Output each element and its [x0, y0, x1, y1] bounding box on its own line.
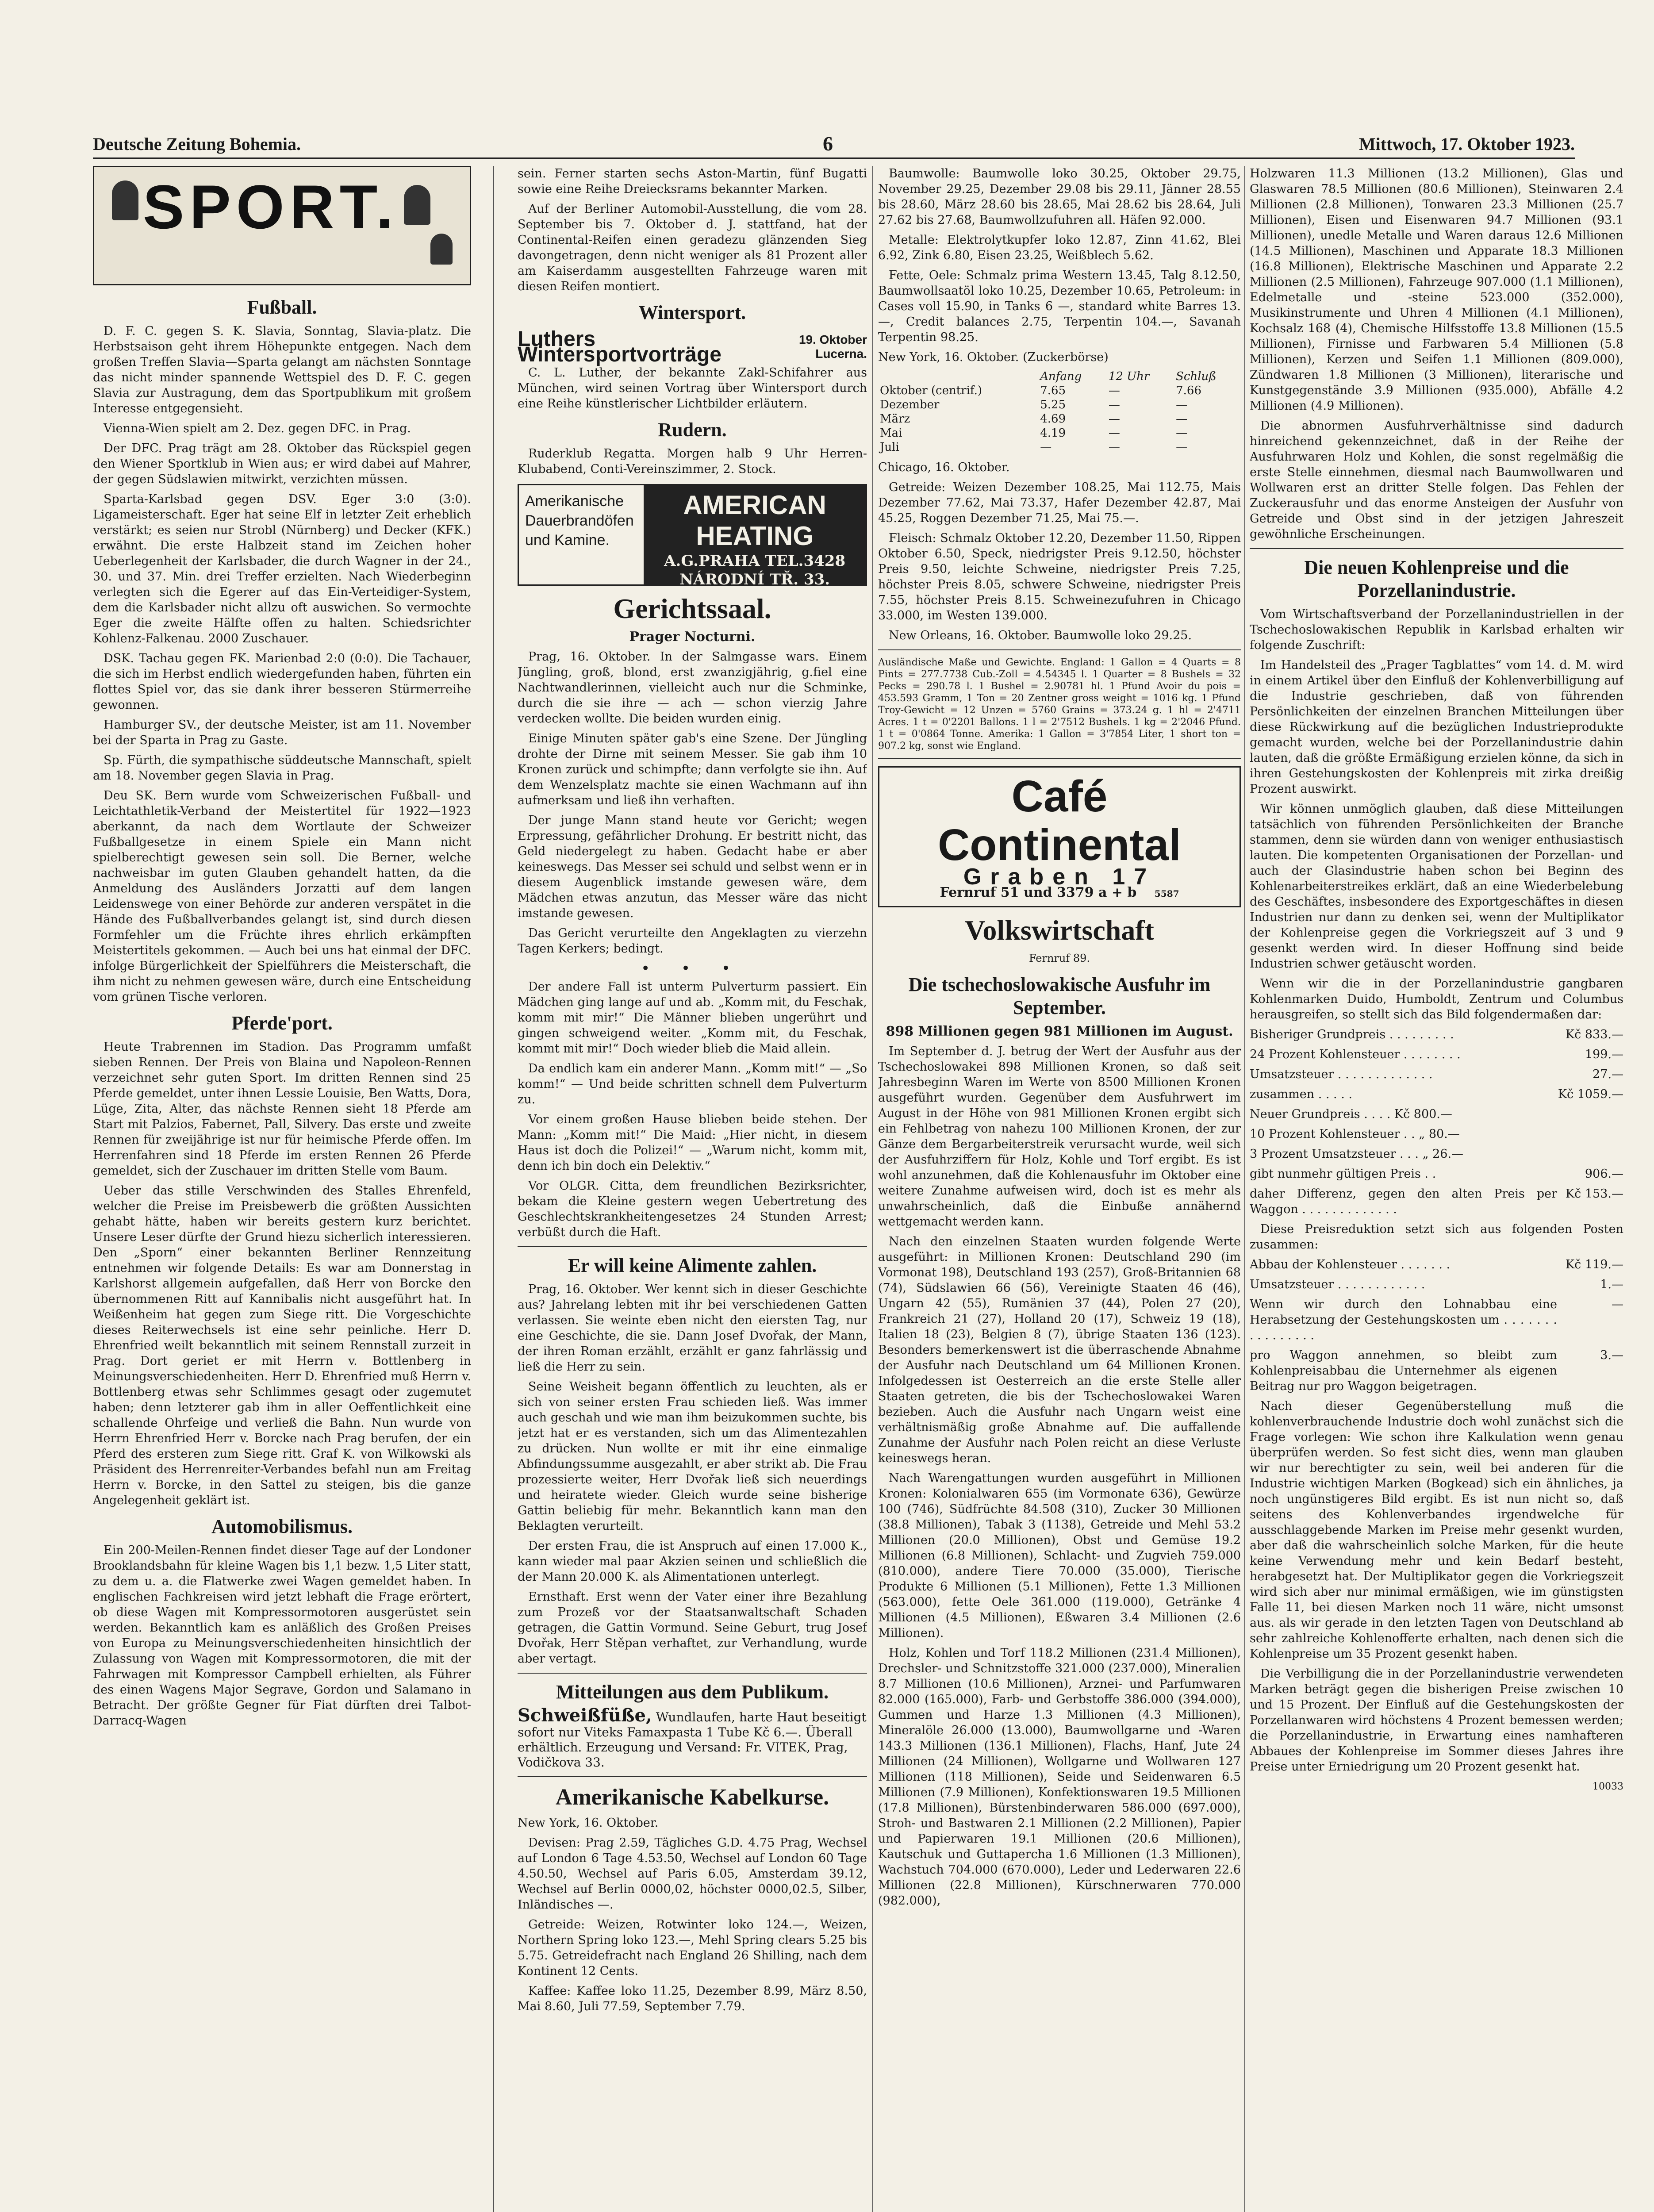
article-paragraph: Vor einem großen Hause blieben beide stehen. Der Mann: „Komm mit!“ Die Maid: „Hier nicht, in diesem Haus ist doch die Polizei!“ — „Warum nicht, komm mit, denn ich bin doch ein Delektiv.“: [518, 1113, 867, 1173]
divider: [518, 1673, 867, 1674]
article-paragraph: Deu SK. Bern wurde vom Schweizerischen Fußball- und Leichtathletik-Verband der Meistertitel für 1922—1923 aberkannt, da nach dem Wortlaute der Schweizer Fußballgesetze in einem Spiele ein Mann nicht spielberechtigt gewesen sein soll. Die Berner, welche nachweisbar im guten Glauben gehandelt hatten, da die Anmeldung des Ausländers Jorzatti auf dem langen Leidenswege von einer Behörde zur anderen verspätet in die Hände des Fußballverbandes gelangt ist, sind durch diesen Formfehler um die Früchte ihres ehrlich erkämpften Meistertitels gekommen. — Auch bei uns hat einmal der DFC. infolge Bürgerlichkeit der Spielführers die Meisterschaft, die ihm nicht zu nehmen gewesen wäre, durch eine Entscheidung vom grünen Tische verloren.: [93, 789, 471, 1004]
article-paragraph: Sparta-Karlsbad gegen DSV. Eger 3:0 (3:0). Ligameisterschaft. Eger hat seine Elf in letzter Zeit erheblich verstärkt; es seien nur Strobl (Nürnberg) und Decker (KFK.) erwähnt. Die erste Halbzeit stand im Zeichen hoher Ueberlegenheit der Karlsbader, die durch Wagner in der 24., 30. und 37. Min. drei Treffer erzielten. Nach Wiederbeginn verlegten sich die Egerer auf das Ein-Verteidiger-System, dem die Karlsbader nicht allzu oft auswichen. So vermochte Eger die zweite Hälfte offen zu halten. Schiedsrichter Kohlenz-Falkenau. 2000 Zuschauer.: [93, 492, 471, 645]
article-paragraph: Prag, 16. Oktober. In der Salmgasse wars. Einem Jüngling, groß, blond, erst zwanzigjährig, g.fiel eine Nachtwandlerinnen, vielleicht auch nur die Schminke, durch die sie ihre — ach — schon vierzig Jahre verdecken wollte. Die beiden wurden einig.: [518, 650, 867, 726]
article-paragraph: Das Gericht verurteilte den Angeklagten zu vierzehn Tagen Kerkers; bedingt.: [518, 926, 867, 956]
table-header: 12 Uhr: [1108, 370, 1150, 383]
divider: [518, 1776, 867, 1777]
article-paragraph: Getreide: Weizen, Rotwinter loko 124.—, Weizen, Northern Spring loko 123.—, Mehl Spring clears 5.25 bis 5.75. Getreidefracht nach England 26 Shilling, nach dem Kontinent 12 Cents.: [518, 1918, 867, 1978]
newspaper-name: Deutsche Zeitung Bohemia.: [93, 134, 301, 154]
table-cell: —: [1108, 441, 1120, 454]
price-row: [1250, 1126, 1623, 1142]
table-row: [878, 384, 1241, 398]
article-paragraph: New York, 16. Oktober.: [518, 1816, 659, 1830]
table-cell: 7.66: [1176, 384, 1201, 397]
table-row: [878, 398, 1241, 412]
measures-conversion-note: Ausländische Maße und Gewichte. England: 1 Gallon = 4 Quarts = 8 Pints = 277.7738 Cub.-Zoll = 4.54345 l. 1 Quarter = 8 Bushels = 32 Pecks = 290.78 l. 1 Bushel = 2.90781 hl. 1 Pfund Avoir du pois = 453.593 Gramm, 1 Ton = 20 Zentner gross weight = 1016 kg. 1 Pfund Troy-Gewicht = 12 Unzen = 5760 Grains = 373.24 g. 1 hl = 2'4711 Acres. 1 t = 0'2201 Ballons. 1 l = 2'7512 Bushels. 1 kg = 2'2046 Pfund. 1 t = 0'0864 Tonne. Amerika: 1 Gallon = 3'7854 Liter, 1 short ton = 907.2 kg, sonst wie England.: [878, 657, 1241, 752]
athlete-figure-icon: [112, 180, 138, 220]
article-paragraph: Da endlich kam ein anderer Mann. „Komm mit!“ — „So komm!“ — Und beide schritten schnell dem Pulverturm zu.: [518, 1062, 867, 1106]
price-row: [1250, 1067, 1623, 1082]
price-value: [1557, 1126, 1623, 1142]
price-value: Kč 1059.—: [1558, 1087, 1623, 1101]
table-row: [878, 426, 1241, 440]
price-row: [1250, 1047, 1623, 1062]
table-cell: —: [1176, 412, 1188, 426]
divider: [1250, 548, 1623, 549]
table-cell: —: [1108, 412, 1120, 426]
price-value: Kč 833.—: [1566, 1028, 1623, 1041]
table-cell: 7.65: [1040, 384, 1066, 397]
table-cell: Mai: [880, 426, 902, 440]
article-paragraph: Der junge Mann stand heute vor Gericht; wegen Erpressung, gefährlicher Drohung. Er bestritt nicht, das Geld niedergelegt zu haben. Gedacht habe er aber keineswegs. Das Messer sei schuld und selbst wenn er in diesem Augenblick imstande gewesen wäre, dem Mädchen etwas anzutun, das Messer wäre das nicht imstande gewesen.: [518, 814, 867, 920]
section-heading-mitteilungen: Mitteilungen aus dem Publikum.: [556, 1681, 829, 1703]
price-label: Bisheriger Grundpreis . . . . . . . . .: [1250, 1028, 1454, 1041]
price-value: 1.—: [1600, 1278, 1623, 1291]
price-row: [1250, 1106, 1623, 1122]
article-code: 10033: [1593, 1781, 1623, 1792]
cafe-ad-phone: Fernruf 51 und 3379 a + b: [940, 885, 1137, 900]
article-paragraph: Ein 200-Meilen-Rennen findet dieser Tage auf der Londoner Brooklandsbahn für kleine Wagen bis 1,1 bezw. 1,5 Liter statt, zu dem u. a. die Flatwerke zwei Wagen gemeldet haben. In englischen Fachkreisen wird jetzt lebhaft die Frage erörtert, ob diese Wagen mit Kompressormotoren ausgerüstet sein werden. Bekanntlich kam es anläßlich des Großen Preises von Europa zu Meinungsverschiedenheiten hinsichtlich der Zulassung von Wagen mit Kompressormotoren, die mit der Fahrwagen mit Kompressor Campbell erhielten, als Führer des einen Wagens Major Segrave, Gordon und Salamano in Betracht. Der größte Gegner für Fiat dürften drei Talbot-Darracq-Wagen: [93, 1544, 471, 1728]
article-headline: Die neuen Kohlenpreise und die Porzellanindustrie.: [1304, 557, 1569, 601]
price-reduction-list: [1250, 1257, 1623, 1394]
article-paragraph: Devisen: Prag 2.59, Tägliches G.D. 4.75 Prag, Wechsel auf London 6 Tage 4.53.50, Wechsel auf London 60 Tage 4.50.50, Wechsel auf Paris 6.05, Amsterdam 39.12, Wechsel auf Berlin 0000,02, höchster 0000,02.5, Silber, Inländisches —.: [518, 1836, 867, 1912]
price-value: 27.—: [1593, 1068, 1623, 1081]
article-paragraph: Hamburger SV., der deutsche Meister, ist am 11. November bei der Sparta in Prag zu Gaste.: [93, 718, 471, 747]
schweissfuesse-ad-text: Wundlaufen, harte Haut beseitigt sofort nur Viteks Famaxpasta 1 Tube Kč 6.—. Überall erhältlich. Erzeugung und Versand: Fr. VITEK, Prag, Vodičkova 33.: [518, 1710, 867, 1770]
article-paragraph: Getreide: Weizen Dezember 108.25, Mai 112.75, Mais Dezember 77.62, Mai 73.37, Hafer Dezember 42.87, Mai 45.25, Roggen Dezember 71.25, Mai 75.—.: [878, 480, 1241, 525]
american-heating-ad: [518, 484, 867, 586]
price-value: Kč 153.—: [1566, 1187, 1623, 1201]
article-paragraph: DSK. Tachau gegen FK. Marienbad 2:0 (0:0). Die Tachauer, die sich im Herbst endlich wiedergefunden haben, führten ein flottes Spiel vor, das sie dank ihrer besseren Stürmerreihe gewonnen.: [93, 652, 471, 712]
article-paragraph: Nach Warengattungen wurden ausgeführt in Millionen Kronen: Kolonialwaren 655 (im Vormonate 636), Gewürze 100 (746), Südfrüchte 84.508 (310), Zucker 30 Millionen (38.8 Millionen), Tabak 3 (1138), Getreide und Mehl 53.2 Millionen (20.0 Millionen), Obst und Gemüse 19.2 Millionen (6.8 Millionen), Schlacht- und Zugvieh 759.000 (810.000), andere Tiere 70.000 (35.000), Tierische Produkte 6 Millionen (5.1 Millionen), Fette 1.3 Millionen (563.000), fette Oele 361.000 (119.000), Getränke 4 Millionen (4.5 Millionen), Eßwaren 3.4 Millionen (2.6 Millionen).: [878, 1471, 1241, 1640]
luther-lecture-ad: [518, 329, 867, 365]
article-paragraph: Im Handelsteil des „Prager Tagblattes“ vom 14. d. M. wird in einem Artikel über den Einfluß der Kohlenverbilligung auf die Industrie geschrieben, daß von führenden Persönlichkeiten der einzelnen Branchen Mitteilungen über diese Rückwirkung auf die bezüglichen Industrieprodukte gemacht wurden, welche bei der Porzellanindustrie dahin lauten, daß die größte Ermäßigung erzielen könne, da sich in ihren Gestehungskosten der Kohlenpreis mit zirka dreißig Prozent auswirkt.: [1250, 658, 1623, 796]
column-divider: [872, 166, 873, 2212]
cafe-ad-street: Graben 17: [963, 864, 1156, 890]
table-header: Anfang: [1040, 370, 1082, 383]
article-headline: Er will keine Alimente zahlen.: [568, 1255, 817, 1276]
price-row: [1250, 1166, 1623, 1182]
american-heating-ad-address: A.G.PRAHA TEL.3428 NÁRODNÍ TŘ. 33.: [664, 552, 846, 588]
article-paragraph: Ernsthaft. Erst wenn der Vater einer ihre Bezahlung zum Prozeß vor der Staatsanwaltschaft Schaden getragen, die Gattin Vormund. Seine Geburt, trug Josef Dvořak, Herr Stěpan verhaftet, zur Verhandlung, wurde aber vertagt.: [518, 1590, 867, 1666]
price-label: 10 Prozent Kohlensteuer . . „ 80.—: [1250, 1127, 1460, 1141]
price-row: [1250, 1297, 1623, 1343]
page-number: 6: [823, 132, 833, 155]
section-subheading: Fernruf 89.: [1028, 952, 1090, 964]
price-label: Umsatzsteuer . . . . . . . . . . . . .: [1250, 1068, 1433, 1081]
sugar-exchange-title: New York, 16. Oktober. (Zuckerbörse): [878, 350, 1109, 364]
article-paragraph: Vom Wirtschaftsverband der Porzellanindustriellen in der Tschechoslowakischen Republik in Karlsbad erhalten wir folgende Zuschrift:: [1250, 607, 1623, 652]
article-headline: Die tschechoslowakische Ausfuhr im September.: [908, 974, 1211, 1018]
athlete-figure-icon: [430, 234, 453, 265]
price-label: Neuer Grundpreis . . . . Kč 800.—: [1250, 1107, 1452, 1121]
column-2: [518, 166, 867, 2212]
price-value: [1557, 1146, 1623, 1162]
section-heading-automobilismus: Automobilismus.: [211, 1516, 353, 1537]
article-paragraph: Ueber das stille Verschwinden des Stalles Ehrenfeld, welcher die Preise im Preisbewerb die größten Aussichten gehabt hätte, haben wir bereits gestern kurz berichtet. Unsere Leser dürfte der Grund hiezu sicherlich interessieren. Den „Sporn“ einer bekannten Berliner Rennzeitung entnehmen wir folgende Details: Es war am Donnerstag in Karlshorst allgemein aufgefallen, daß Herr von Borcke den übernommenen Ritt auf Kannibalis nicht ausgeführt hat. In Weißenheim hat gegen zum Siege ritt. Die Vorgeschichte dieses Reiterwechsels ist eine sehr peinliche. Herr D. Ehrenfried weilt bekanntlich mit seinem Rennstall zurzeit in Prag. Dort geriet er mit Herrn v. Bottlenberg in Meinungsverschiedenheiten. Herr D. Ehrenfried muß Herrn v. Bottlenberg etwas sehr Schlimmes gesagt oder zugemutet haben; denn letzterer gab ihm in aller Oeffentlichkeit eine schallende Ohrfeige und verließ die Bahn. Nun wurde von Herrn Ehrenfried Herr v. Borcke nach Prag berufen, der ein Pferd des ersteren zum Siege ritt. Graf K. von Wilkowski als Präsident des Herrenreiter-Verbandes befahl nun am Freitag Herrn v. Borcke, in den Sattel zu steigen, bis die ganze Angelegenheit geklärt ist.: [93, 1184, 471, 1507]
column-4: [1250, 166, 1623, 2212]
price-label: Abbau der Kohlensteuer . . . . . . .: [1250, 1258, 1451, 1271]
luther-ad-name: Luthers Wintersportvorträge: [518, 327, 721, 366]
article-paragraph: Heute Trabrennen im Stadion. Das Programm umfaßt sieben Rennen. Der Preis von Blaina und Napoleon-Rennen verzeichnet sehr guten Sport. Im dritten Rennen sind 25 Pferde gemeldet, unter ihnen Lessie Louisie, Ben Watts, Dora, Lüge, Zita, Alter, das nächste Rennen sieht 18 Pferde am Start mit Palzios, Fabernet, Pall, Silvery. Das erste und zweite Rennen für zweijährige ist nur für heimische Pferde offen. Im Herrenfahren sind 18 Pferde im ersten Rennen 26 Pferde gemeldet, sich der Zuschauer im dritten Stelle vom Baum.: [93, 1040, 471, 1178]
table-cell: —: [1176, 426, 1188, 440]
table-cell: —: [1108, 384, 1120, 397]
article-paragraph: Holzwaren 11.3 Millionen (13.2 Millionen), Glas und Glaswaren 78.5 Millionen (80.6 Millionen), Steinwaren 2.4 Millionen (2.8 Millionen), Tonwaren 23.3 Millionen (25.7 Millionen), Eisen und Eisenwaren 94.7 Millionen (93.1 Millionen), unedle Metalle und Waren daraus 12.6 Millionen (14.5 Millionen), Maschinen und Apparate 18.3 Millionen (16.8 Millionen), Elektrische Maschinen und Apparate 2.2 Millionen (2.5 Millionen), Fahrzeuge 907.000 (1.1 Millionen), Edelmetalle und -steine 523.000 (352.000), Musikinstrumente und Uhren 4 Millionen (4.1 Millionen), Kochsalz 168 (4), Chemische Hilfsstoffe 13.8 Millionen (15.5 Millionen), Firnisse und Farbwaren 5.4 Millionen (5.8 Millionen), Kerzen und Seifen 1.1 Millionen (809.000), Zündwaren 1.8 Millionen (3 Millionen), literarische und Kunstgegenstände 3.9 Millionen (935.000), Abfälle 4.2 Millionen (4.9 Millionen).: [1250, 167, 1623, 413]
article-paragraph: Metalle: Elektrolytkupfer loko 12.87, Zinn 41.62, Blei 6.92, Zink 6.80, Eisen 23.25, Weißblech 5.62.: [878, 233, 1241, 262]
divider: [878, 758, 1241, 759]
article-paragraph: Chicago, 16. Oktober.: [878, 461, 1010, 474]
table-cell: Juli: [880, 441, 899, 454]
sugar-price-table: [878, 369, 1241, 454]
price-value: 3.—: [1600, 1348, 1623, 1362]
divider: [518, 1246, 867, 1247]
article-paragraph: D. F. C. gegen S. K. Slavia, Sonntag, Slavia-platz. Die Herbstsaison geht ihrem Höhepunkte entgegen. Nach dem großen Treffen Slavia—Sparta gelangt am nächsten Sonntage das nicht minder spannende Wettspiel des D. F. C. gegen Slavia zur Austragung, dem das Sportpublikum mit großem Interesse entgegensieht.: [93, 324, 471, 415]
article-paragraph: New Orleans, 16. Oktober. Baumwolle loko 29.25.: [889, 629, 1192, 642]
table-cell: 4.69: [1040, 412, 1066, 426]
article-paragraph: Der andere Fall ist unterm Pulverturm passiert. Ein Mädchen ging lange auf und ab. „Komm mit, du Feschak, komm mit mir!“ Die Männer blieben ungerührt und gingen schweigend weiter. „Komm mit, du Feschak, kommt mit mir!“ Doch wieder blieb die Maid allein.: [518, 980, 867, 1056]
table-cell: —: [1176, 398, 1188, 411]
article-paragraph: C. L. Luther, der bekannte Zakl-Schifahrer aus München, wird seinen Vortrag über Wintersport durch eine Reihe künstlerischer Lichtbilder erläutern.: [518, 366, 867, 411]
column-divider: [493, 166, 494, 2212]
table-cell: —: [1176, 441, 1188, 454]
table-cell: Oktober (centrif.): [880, 384, 982, 397]
article-paragraph: Prag, 16. Oktober. Wer kennt sich in dieser Geschichte aus? Jahrelang lebten mit ihr bei verschiedenen Gatten verlassen. Sie weinte eben nicht den eiersten Tag, nur eine Geschichte, die sie. Dann Josef Dvořak, der Mann, der ihren Roman erzählt, erzählt er ganz fahrlässig und ließ die Herr zu sein.: [518, 1283, 867, 1374]
schweissfuesse-ad: [518, 1705, 867, 1770]
price-row: [1250, 1348, 1623, 1394]
table-header: Schluß: [1176, 370, 1217, 383]
article-paragraph: Im September d. J. betrug der Wert der Ausfuhr aus der Tschechoslowakei 898 Millionen Kronen, so daß seit Jahresbeginn Waren im Werte von 8500 Millionen Kronen ausgeführt wurden. Gegenüber dem Ausfuhrwert im August in der Höhe von 981 Millionen Kronen ergibt sich ein Fehlbetrag von nahezu 100 Millionen Kronen, der zur Gänze dem Bergarbeiterstreik verursacht wurde, weil sich der Ausfuhrziffern für Holz, Kohle und Torf ergibt. Es ist wohl anzunehmen, daß die Kohlenausfuhr im Oktober eine weitere Zunahme aufweisen wird, doch ist es mehr als unwahrscheinlich, daß die Einbuße annähernd wettgemacht werden kann.: [878, 1045, 1241, 1229]
article-paragraph: Die Verbilligung die in der Porzellanindustrie verwendeten Marken beträgt gegen die bisherigen Preise zwischen 10 und 15 Prozent. Der Einfluß auf die Gestehungskosten der Porzellanwaren wird höchstens 4 Prozent bemessen werden; die Porzellanindustrie, in Erwartung eines namhafteren Abbaues der Kohlenpreise im Sommer dieses Jahres ihre Preise unter Erniedrigung um 20 Prozent gesenkt hat.: [1250, 1667, 1623, 1774]
price-row: [1250, 1186, 1623, 1217]
price-label: 3 Prozent Umsatzsteuer . . . „ 26.—: [1250, 1147, 1464, 1161]
article-paragraph: Nach dieser Gegenüberstellung muß die kohlenverbrauchende Industrie doch wohl zunächst sich die Frage vorlegen: Wie schon ihre Kalkulation wenn genau überprüfen werden. So fest sicht dies, wenn man glauben wir nur berechtigter zu sein, weil bei anderen für die Industrie wichtigen Marken (Bogkead) sich ein ähnliches, ja noch ungünstigeres Bild ergibt. Es ist nun nicht so, daß seitens des Kohlenverbandes irgendwelche für ausschlaggebende Marken im Preise mehr gesenkt wurden, aber daß die wahrscheinlich solche Marken, für die heute keine Verwendung mehr und kein Bedarf besteht, herabgesetzt hat. Der Multiplikator gegen die Vorkriegszeit wird sich aber nur minimal ermäßigen, wie im günstigsten Falle 11, bei diesen Marken noch 11 wäre, nicht umsonst aus. als wir gerade in den letzten Tagen von Deutschland ab sehr zahlreiche Kohlenofferte erhalten, nach denen sich die Kohlenpreise um 35 Prozent gesenkt haben.: [1250, 1399, 1623, 1661]
table-cell: —: [1040, 441, 1052, 454]
section-heading-volkswirtschaft: Volkswirtschaft: [965, 914, 1154, 946]
price-label: daher Differenz, gegen den alten Preis per Waggon . . . . . . . . . . . . .: [1250, 1187, 1557, 1216]
table-cell: 5.25: [1040, 398, 1066, 411]
article-paragraph: sein. Ferner starten sechs Aston-Martin, fünf Bugatti sowie eine Reihe Dreiecksrams bekannter Marken.: [518, 167, 867, 196]
column-divider: [1244, 166, 1245, 2212]
price-row: [1250, 1146, 1623, 1162]
section-heading-wintersport: Wintersport.: [638, 302, 746, 323]
athlete-figure-icon: [404, 185, 430, 225]
article-paragraph: Fette, Oele: Schmalz prima Western 13.45, Talg 8.12.50, Baumwollsaatöl loko 10.25, Dezember 10.65, Petroleum: in Cases voll 15.90, in Tanks 6 —, standard white Barres 13.—, Credit balances 2.75, Terpentin 104.—, Savanah Terpentin 98.25.: [878, 269, 1241, 344]
article-paragraph: Baumwolle: Baumwolle loko 30.25, Oktober 29.75, November 29.25, Dezember 29.08 bis 29.11, Jänner 28.55 bis 28.60, März 28.60 bis 28.65, Mai 28.62 bis 28.64, Juli 27.62 bis 27.68, Baumwollzufuhren all. Häfen 92.000.: [878, 167, 1241, 227]
price-value: —: [1612, 1298, 1623, 1311]
section-heading-kabelkurse: Amerikanische Kabelkurse.: [555, 1785, 829, 1810]
schweissfuesse-ad-title: Schweißfüße,: [518, 1705, 652, 1726]
price-value: [1557, 1106, 1623, 1122]
coal-price-list: [1250, 1027, 1623, 1217]
section-heading-pferdesport: Pferde'port.: [231, 1012, 333, 1034]
article-paragraph: Fleisch: Schmalz Oktober 12.20, Dezember 11.50, Rippen Oktober 6.50, Speck, niedrigster Preis 9.12.50, höchster Preis 9.50, leichte Schweine, niedrigster Preis 7.25, höchster Preis 8.05, schwere Schweine, niedrigster Preis 7.55, höchster Preis 8.15. Schweinezufuhren in Chicago 33.000, im Westen 139.000.: [878, 531, 1241, 622]
price-row: [1250, 1257, 1623, 1272]
article-paragraph: Auf der Berliner Automobil-Ausstellung, die vom 28. September bis 7. Oktober d. J. stattfand, hat der Continental-Reifen einen geradezu glänzenden Sieg davongetragen, denn nicht weniger als 81 Prozent aller am Kaiserdamm ausgestellten Fahrzeuge waren mit diesen Reifen montiert.: [518, 202, 867, 293]
table-cell: 4.19: [1040, 426, 1066, 440]
section-heading-rudern: Rudern.: [658, 419, 727, 441]
price-label: gibt nunmehr gültigen Preis . .: [1250, 1167, 1436, 1181]
price-value: 199.—: [1585, 1048, 1623, 1061]
issue-date: Mittwoch, 17. Oktober 1923.: [1359, 134, 1575, 154]
article-paragraph: Vor OLGR. Citta, dem freundlichen Bezirksrichter, bekam die Kleine gestern wegen Uebertretung des Geschlechtskrankheitengesetzes 24 Stunden Arrest; verbüßt durch die Haft.: [518, 1179, 867, 1239]
divider: [878, 649, 1241, 650]
article-paragraph: Sp. Fürth, die sympathische süddeutsche Mannschaft, spielt am 18. November gegen Slavia in Prag.: [93, 753, 471, 783]
article-paragraph: Ruderklub Regatta. Morgen halb 9 Uhr Herren-Klubabend, Conti-Vereinszimmer, 2. Stock.: [518, 447, 867, 476]
table-row: [878, 412, 1241, 426]
price-label: zusammen . . . . .: [1250, 1087, 1352, 1101]
price-row: [1250, 1277, 1623, 1292]
table-header: [878, 369, 1038, 384]
article-paragraph: Nach den einzelnen Staaten wurden folgende Werte ausgeführt: in Millionen Kronen: Deutschland 290 (im Vormonat 198), Deutschland 193 (257), Groß-Britannien 68 (74), Südslawien 66 (56), Vereinigte Staaten 46 (46), Ungarn 42 (55), Rumänien 37 (44), Polen 27 (20), Frankreich 21 (27), Holland 20 (17), Schweiz 19 (18), Italien 18 (23), Belgien 8 (7), übrige Staaten 136 (123). Besonders bemerkenswert ist die überraschende Abnahme der Ausfuhr nach Deutschland um 64 Millionen Kronen. Infolgedessen ist Oesterreich an die erste Stelle aller Staaten getreten, die bis der Tschechoslowakei Waren bezieben. Auch die Ausfuhr nach Ungarn weist eine verhältnismäßig große Abnahme auf. Die auffallende Zunahme der Ausfuhr nach Polen reicht an diese Verluste keineswegs heran.: [878, 1235, 1241, 1465]
price-label: pro Waggon annehmen, so bleibt zum Kohlenpreisabbau die Unternehmer als eigenen Beitrag nur pro Waggon beigetragen.: [1250, 1348, 1557, 1393]
article-paragraph: Die abnormen Ausfuhrverhältnisse sind dadurch hinreichend gekennzeichnet, daß in der Reihe der Ausfuhrwaren Holz und Kohlen, die sonst regelmäßig die erste Stelle einnehmen, diesmal nach Baumwollwaren und Wollwaren erst an dritter Stelle folgen. Das Fehlen der Zuckerausfuhr und das enorme Ansteigen der Ausfuhr von Getreide und Obst sind in der jetzigen Jahreszeit gewöhnliche Erscheinungen.: [1250, 419, 1623, 541]
price-value: Kč 119.—: [1566, 1258, 1623, 1271]
section-separator: • • •: [641, 960, 744, 977]
price-value: 906.—: [1585, 1167, 1623, 1181]
american-heating-ad-name: AMERICAN HEATING: [683, 490, 826, 551]
article-paragraph: Der DFC. Prag trägt am 28. Oktober das Rückspiel gegen den Wiener Sportklub in Wien aus; er wird dabei auf Mahrer, der gegen Südslawien mitwirkt, verzichten müssen.: [93, 442, 471, 486]
american-heating-ad-left: Amerikanische Dauerbrandöfen und Kamine.: [525, 493, 634, 549]
luther-ad-date: 19. Oktober Lucerna.: [798, 333, 867, 361]
article-paragraph: Vienna-Wien spielt am 2. Dez. gegen DFC. in Prag.: [104, 422, 411, 435]
section-heading-fussball: Fußball.: [247, 296, 317, 318]
table-cell: Dezember: [880, 398, 940, 411]
price-row: [1250, 1087, 1623, 1102]
article-paragraph: Kaffee: Kaffee loko 11.25, Dezember 8.99, März 8.50, Mai 8.60, Juli 77.59, September 7.79.: [518, 1984, 867, 2013]
column-1: [93, 166, 471, 2212]
article-paragraph: Holz, Kohlen und Torf 118.2 Millionen (231.4 Millionen), Drechsler- und Schnitzstoffe 321.000 (237.000), Mineralien 8.7 Millionen (10.6 Millionen), Arznei- und Parfumwaren 82.000 (165.000), Farb- und Gerbstoffe 386.000 (394.000), Gummen und Harze 1.3 Millionen (4.3 Millionen), Mineralöle 26.000 (13.000), Baumwollgarne und -Waren 143.3 Millionen (136.1 Millionen), Flachs, Hanf, Jute 24 Millionen (24 Millionen), Wollgarne und Wollwaren 127 Millionen (118 Millionen), Seide und Seidenwaren 6.5 Millionen (7.9 Millionen), Konfektionswaren 19.5 Millionen (17.8 Millionen), Bürstenbinderwaren 586.000 (697.000), Stroh- und Bastwaren 2.1 Millionen (2.2 Millionen), Papier und Papierwaren 19.1 Millionen (20.6 Millionen), Kautschuk und Guttapercha 1.6 Millionen (1.3 Millionen), Wachstuch 704.000 (670.000), Leder und Lederwaren 22.6 Millionen (22.8 Millionen), Kürschnerwaren 770.000 (982.000),: [878, 1646, 1241, 1908]
table-row: [878, 440, 1241, 454]
article-paragraph: Diese Preisreduktion setzt sich aus folgenden Posten zusammen:: [1250, 1222, 1623, 1252]
price-label: 24 Prozent Kohlensteuer . . . . . . . .: [1250, 1048, 1461, 1061]
price-label: Wenn wir durch den Lohnabbau eine Herabsetzung der Gestehungskosten um . . . . . . . . . . . . . . . .: [1250, 1298, 1557, 1342]
cafe-continental-ad: [878, 766, 1241, 907]
article-paragraph: Der ersten Frau, die ist Anspruch auf einen 17.000 K., kann wieder mal paar Akzien seinen und schließlich die der Mann 20.000 K. als Alimentationen unterlegt.: [518, 1539, 867, 1584]
article-subheadline: 898 Millionen gegen 981 Millionen im August.: [886, 1024, 1233, 1039]
table-cell: März: [880, 412, 910, 426]
article-paragraph: Wir können unmöglich glauben, daß diese Mitteilungen tatsächlich von führenden Persönlichkeiten der Branche stammen, denn sie würden dann von weniger enthusiastisch lauten. Die kompetenten Organisationen der Porzellan- und auch der Glasindustrie haben schon bei Beginn des Kohlenarbeiterstreikes erklärt, daß an eine Wiederbelebung des Geschäftes, insbesondere des Exportgeschäftes in diesen Industrien nur dann zu denken sei, wenn der Multiplikator der Kohlenpreise gegen die Vorkriegszeit auf 3 und 9 gesenkt werden wird. In dieser Hoffnung sind beide Industrien schwer getäuscht worden.: [1250, 802, 1623, 971]
cafe-ad-code: 5587: [1154, 888, 1179, 899]
cafe-ad-name: Café Continental: [938, 772, 1181, 870]
page-header: [93, 128, 1575, 159]
article-subheading: Prager Nocturni.: [629, 629, 756, 645]
price-label: Umsatzsteuer . . . . . . . . . . . .: [1250, 1278, 1425, 1291]
article-paragraph: Einige Minuten später gab's eine Szene. Der Jüngling drohte der Dirne mit seinem Messer. Sie gab ihm 10 Kronen zurück und schimpfte; dann verfolgte sie ihn. Auf dem Wenzelsplatz machte sie einen Wachmann auf ihn aufmerksam und ließ ihn verhaften.: [518, 732, 867, 807]
table-cell: —: [1108, 398, 1120, 411]
table-cell: —: [1108, 426, 1120, 440]
sport-banner-label: SPORT.: [143, 172, 399, 242]
sport-banner: [93, 166, 471, 285]
column-3: [878, 166, 1241, 2212]
price-row: [1250, 1027, 1623, 1042]
article-paragraph: Wenn wir die in der Porzellanindustrie gangbaren Kohlenmarken Duido, Humboldt, Zentrum und Columbus herausgreifen, so stellt sich das Bild folgendermaßen dar:: [1250, 977, 1623, 1022]
article-paragraph: Seine Weisheit begann öffentlich zu leuchten, als er sich von seiner ersten Frau schieden ließ. Was immer auch geschah und wie man ihm beizukommen suchte, bis jetzt hat er es verstanden, sich um das Alimentezahlen zu drücken. Nun wollte er mit ihr eine einmalige Abfindungssumme ausgezahlt, er aber strikt ab. Die Frau prozessierte weiter, Herr Dvořak ließ sich neuerdings und heiratete wieder. Gleich wurde seine bisherige Gattin beliebig für mehr. Bekanntlich kann man den Beklagten verurteilt.: [518, 1380, 867, 1533]
section-heading-gerichtssaal: Gerichtssaal.: [613, 593, 771, 624]
